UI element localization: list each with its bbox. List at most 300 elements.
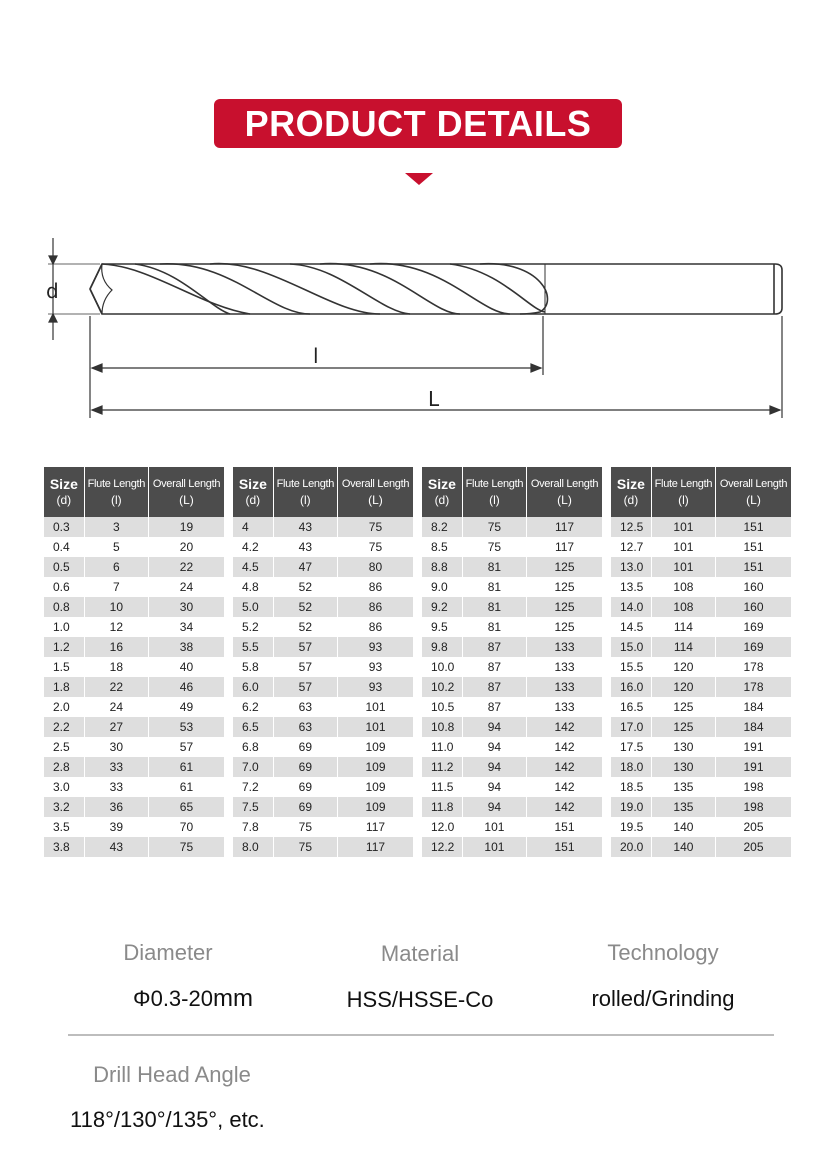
column-header: Overall Length (L) xyxy=(527,467,602,517)
table-cell: 69 xyxy=(273,737,337,757)
table-cell: 3.5 xyxy=(44,817,84,837)
table-cell: 0.3 xyxy=(44,517,84,537)
table-cell: 87 xyxy=(462,677,526,697)
table-cell: 15.5 xyxy=(611,657,651,677)
table-row xyxy=(611,677,791,697)
table-cell: 7.8 xyxy=(233,817,273,837)
table-cell: 17.5 xyxy=(611,737,651,757)
column-header: Size (d) xyxy=(44,467,84,517)
table-cell: 18.0 xyxy=(611,757,651,777)
table-cell: 125 xyxy=(527,597,602,617)
table-cell: 12.5 xyxy=(611,517,651,537)
table-cell: 11.0 xyxy=(422,737,462,757)
table-cell: 4.2 xyxy=(233,537,273,557)
table-cell: 14.5 xyxy=(611,617,651,637)
table-cell: 142 xyxy=(527,777,602,797)
table-row xyxy=(611,817,791,837)
table-cell: 16.5 xyxy=(611,697,651,717)
table-cell: 101 xyxy=(651,537,715,557)
table-cell: 52 xyxy=(273,597,337,617)
table-cell: 7.5 xyxy=(233,797,273,817)
table-cell: 9.0 xyxy=(422,577,462,597)
table-cell: 120 xyxy=(651,657,715,677)
table-cell: 191 xyxy=(716,757,791,777)
table-cell: 101 xyxy=(462,837,526,857)
table-cell: 18.5 xyxy=(611,777,651,797)
table-cell: 151 xyxy=(527,817,602,837)
table-cell: 75 xyxy=(337,517,413,537)
column-header: Size (d) xyxy=(611,467,651,517)
table-cell: 19.5 xyxy=(611,817,651,837)
table-row xyxy=(422,817,602,837)
table-cell: 3 xyxy=(84,517,148,537)
table-cell: 133 xyxy=(527,657,602,677)
table-cell: 10.5 xyxy=(422,697,462,717)
table-cell: 2.8 xyxy=(44,757,84,777)
table-row xyxy=(44,777,224,797)
table-cell: 6.8 xyxy=(233,737,273,757)
dim-label-L: L xyxy=(428,387,440,411)
material-value: HSS/HSSE-Co xyxy=(346,987,494,1012)
table-row xyxy=(422,797,602,817)
table-cell: 5.5 xyxy=(233,637,273,657)
table-row xyxy=(233,697,413,717)
table-cell: 40 xyxy=(148,657,224,677)
column-header: Flute Length (l) xyxy=(84,467,148,517)
table-cell: 34 xyxy=(148,617,224,637)
table-cell: 0.4 xyxy=(44,537,84,557)
divider xyxy=(68,1034,774,1036)
column-header: Overall Length (L) xyxy=(337,467,413,517)
table-cell: 5.2 xyxy=(233,617,273,637)
table-cell: 1.2 xyxy=(44,637,84,657)
table-cell: 13.5 xyxy=(611,577,651,597)
table-row xyxy=(44,757,224,777)
size-table-3 xyxy=(422,467,602,857)
table-cell: 4.5 xyxy=(233,557,273,577)
table-cell: 10 xyxy=(84,597,148,617)
column-header: Flute Length (l) xyxy=(462,467,526,517)
table-cell: 8.8 xyxy=(422,557,462,577)
table-row xyxy=(611,837,791,857)
table-cell: 87 xyxy=(462,657,526,677)
table-row xyxy=(233,617,413,637)
table-cell: 61 xyxy=(148,757,224,777)
table-cell: 10.2 xyxy=(422,677,462,697)
table-cell: 75 xyxy=(273,837,337,857)
table-row xyxy=(233,817,413,837)
column-header: Flute Length (l) xyxy=(273,467,337,517)
table-cell: 9.8 xyxy=(422,637,462,657)
dim-label-d: d xyxy=(46,279,59,303)
table-cell: 30 xyxy=(84,737,148,757)
table-cell: 8.2 xyxy=(422,517,462,537)
technology-label: Technology xyxy=(607,940,719,965)
table-cell: 109 xyxy=(337,757,413,777)
table-cell: 169 xyxy=(716,637,791,657)
table-cell: 16.0 xyxy=(611,677,651,697)
size-table-4 xyxy=(611,467,791,857)
table-row xyxy=(422,597,602,617)
column-header: Overall Length (L) xyxy=(148,467,224,517)
table-cell: 43 xyxy=(273,537,337,557)
table-cell: 108 xyxy=(651,577,715,597)
table-cell: 101 xyxy=(651,517,715,537)
table-cell: 6 xyxy=(84,557,148,577)
table-cell: 4 xyxy=(233,517,273,537)
technology-value: rolled/Grinding xyxy=(591,986,735,1011)
table-cell: 151 xyxy=(527,837,602,857)
table-cell: 3.8 xyxy=(44,837,84,857)
table-cell: 142 xyxy=(527,797,602,817)
table-cell: 57 xyxy=(273,637,337,657)
table-cell: 117 xyxy=(527,537,602,557)
table-cell: 101 xyxy=(462,817,526,837)
table-cell: 3.2 xyxy=(44,797,84,817)
table-row xyxy=(422,737,602,757)
table-row xyxy=(611,717,791,737)
table-cell: 93 xyxy=(337,637,413,657)
table-row xyxy=(422,697,602,717)
table-cell: 93 xyxy=(337,677,413,697)
table-cell: 75 xyxy=(462,517,526,537)
table-row xyxy=(422,617,602,637)
table-cell: 184 xyxy=(716,717,791,737)
table-row xyxy=(611,657,791,677)
table-cell: 57 xyxy=(273,657,337,677)
product-details-banner xyxy=(214,99,622,148)
page-title: PRODUCT DETAILS xyxy=(244,102,592,144)
table-cell: 36 xyxy=(84,797,148,817)
table-cell: 69 xyxy=(273,777,337,797)
table-cell: 142 xyxy=(527,717,602,737)
table-cell: 2.5 xyxy=(44,737,84,757)
table-cell: 117 xyxy=(337,837,413,857)
table-cell: 52 xyxy=(273,617,337,637)
table-cell: 198 xyxy=(716,797,791,817)
table-cell: 75 xyxy=(462,537,526,557)
material-label: Material xyxy=(380,941,460,966)
down-arrow-icon xyxy=(405,173,433,185)
table-cell: 75 xyxy=(273,817,337,837)
table-cell: 130 xyxy=(651,737,715,757)
table-cell: 33 xyxy=(84,757,148,777)
diameter-label: Diameter xyxy=(123,940,213,965)
table-cell: 120 xyxy=(651,677,715,697)
column-header: Flute Length (l) xyxy=(651,467,715,517)
table-cell: 86 xyxy=(337,597,413,617)
table-cell: 9.2 xyxy=(422,597,462,617)
table-row xyxy=(422,537,602,557)
table-row xyxy=(44,837,224,857)
table-cell: 12.0 xyxy=(422,817,462,837)
table-cell: 8.5 xyxy=(422,537,462,557)
table-cell: 47 xyxy=(273,557,337,577)
table-cell: 178 xyxy=(716,677,791,697)
table-cell: 191 xyxy=(716,737,791,757)
table-row xyxy=(611,597,791,617)
table-cell: 61 xyxy=(148,777,224,797)
table-row xyxy=(44,657,224,677)
table-cell: 169 xyxy=(716,617,791,637)
table-cell: 178 xyxy=(716,657,791,677)
table-cell: 39 xyxy=(84,817,148,837)
table-cell: 69 xyxy=(273,757,337,777)
table-cell: 7 xyxy=(84,577,148,597)
table-cell: 205 xyxy=(716,817,791,837)
table-cell: 22 xyxy=(148,557,224,577)
table-row xyxy=(422,677,602,697)
table-cell: 109 xyxy=(337,737,413,757)
table-cell: 7.0 xyxy=(233,757,273,777)
drill-diagram xyxy=(40,230,800,425)
table-cell: 2.2 xyxy=(44,717,84,737)
table-row xyxy=(233,837,413,857)
table-cell: 6.0 xyxy=(233,677,273,697)
table-cell: 0.8 xyxy=(44,597,84,617)
table-cell: 101 xyxy=(337,697,413,717)
table-row xyxy=(233,517,413,537)
table-cell: 7.2 xyxy=(233,777,273,797)
table-row xyxy=(44,517,224,537)
table-cell: 6.2 xyxy=(233,697,273,717)
table-row xyxy=(611,577,791,597)
table-row xyxy=(233,717,413,737)
table-row xyxy=(611,537,791,557)
table-cell: 20.0 xyxy=(611,837,651,857)
dim-label-l: l xyxy=(313,344,319,368)
table-cell: 6.5 xyxy=(233,717,273,737)
table-cell: 19 xyxy=(148,517,224,537)
table-cell: 5 xyxy=(84,537,148,557)
table-cell: 81 xyxy=(462,557,526,577)
table-cell: 10.0 xyxy=(422,657,462,677)
table-cell: 81 xyxy=(462,617,526,637)
table-row xyxy=(44,697,224,717)
table-cell: 75 xyxy=(337,537,413,557)
table-row xyxy=(422,557,602,577)
table-cell: 114 xyxy=(651,637,715,657)
table-cell: 94 xyxy=(462,797,526,817)
table-cell: 8.0 xyxy=(233,837,273,857)
table-cell: 142 xyxy=(527,757,602,777)
table-cell: 24 xyxy=(148,577,224,597)
size-table-1 xyxy=(44,467,224,857)
table-cell: 19.0 xyxy=(611,797,651,817)
table-cell: 140 xyxy=(651,817,715,837)
table-cell: 75 xyxy=(148,837,224,857)
table-row xyxy=(611,697,791,717)
table-cell: 12 xyxy=(84,617,148,637)
table-cell: 2.0 xyxy=(44,697,84,717)
table-cell: 125 xyxy=(527,577,602,597)
table-cell: 135 xyxy=(651,777,715,797)
table-cell: 13.0 xyxy=(611,557,651,577)
table-row xyxy=(44,797,224,817)
table-row xyxy=(611,517,791,537)
table-row xyxy=(233,657,413,677)
column-header: Overall Length (L) xyxy=(716,467,791,517)
table-cell: 53 xyxy=(148,717,224,737)
table-row xyxy=(422,837,602,857)
table-cell: 14.0 xyxy=(611,597,651,617)
table-cell: 69 xyxy=(273,797,337,817)
table-row xyxy=(611,777,791,797)
table-cell: 1.0 xyxy=(44,617,84,637)
table-cell: 205 xyxy=(716,837,791,857)
table-cell: 30 xyxy=(148,597,224,617)
table-cell: 70 xyxy=(148,817,224,837)
table-cell: 63 xyxy=(273,717,337,737)
table-row xyxy=(233,677,413,697)
table-cell: 130 xyxy=(651,757,715,777)
table-row xyxy=(233,777,413,797)
table-cell: 11.5 xyxy=(422,777,462,797)
table-row xyxy=(422,757,602,777)
table-cell: 133 xyxy=(527,697,602,717)
table-row xyxy=(233,797,413,817)
table-cell: 27 xyxy=(84,717,148,737)
table-cell: 125 xyxy=(651,697,715,717)
table-row xyxy=(422,577,602,597)
table-cell: 94 xyxy=(462,757,526,777)
table-cell: 142 xyxy=(527,737,602,757)
table-cell: 33 xyxy=(84,777,148,797)
table-cell: 81 xyxy=(462,577,526,597)
table-cell: 151 xyxy=(716,517,791,537)
column-header: Size (d) xyxy=(233,467,273,517)
table-cell: 140 xyxy=(651,837,715,857)
table-row xyxy=(44,597,224,617)
table-cell: 5.8 xyxy=(233,657,273,677)
table-row xyxy=(611,757,791,777)
table-row xyxy=(233,637,413,657)
table-row xyxy=(44,717,224,737)
table-cell: 9.5 xyxy=(422,617,462,637)
table-row xyxy=(233,577,413,597)
table-row xyxy=(233,557,413,577)
table-cell: 18 xyxy=(84,657,148,677)
table-cell: 94 xyxy=(462,717,526,737)
table-cell: 160 xyxy=(716,577,791,597)
table-row xyxy=(44,617,224,637)
table-cell: 10.8 xyxy=(422,717,462,737)
table-row xyxy=(44,637,224,657)
table-cell: 117 xyxy=(337,817,413,837)
table-row xyxy=(611,637,791,657)
table-cell: 160 xyxy=(716,597,791,617)
table-cell: 86 xyxy=(337,577,413,597)
table-cell: 133 xyxy=(527,677,602,697)
table-cell: 117 xyxy=(527,517,602,537)
table-row xyxy=(611,557,791,577)
table-cell: 12.2 xyxy=(422,837,462,857)
table-cell: 5.0 xyxy=(233,597,273,617)
table-cell: 101 xyxy=(337,717,413,737)
table-cell: 87 xyxy=(462,697,526,717)
table-row xyxy=(44,737,224,757)
table-cell: 198 xyxy=(716,777,791,797)
table-cell: 63 xyxy=(273,697,337,717)
table-row xyxy=(233,737,413,757)
table-cell: 17.0 xyxy=(611,717,651,737)
table-cell: 87 xyxy=(462,637,526,657)
table-cell: 80 xyxy=(337,557,413,577)
table-cell: 49 xyxy=(148,697,224,717)
table-row xyxy=(44,817,224,837)
table-cell: 57 xyxy=(148,737,224,757)
table-cell: 22 xyxy=(84,677,148,697)
table-cell: 114 xyxy=(651,617,715,637)
table-cell: 109 xyxy=(337,777,413,797)
table-cell: 24 xyxy=(84,697,148,717)
table-cell: 65 xyxy=(148,797,224,817)
table-cell: 11.8 xyxy=(422,797,462,817)
table-row xyxy=(422,657,602,677)
table-cell: 1.5 xyxy=(44,657,84,677)
table-cell: 16 xyxy=(84,637,148,657)
table-cell: 4.8 xyxy=(233,577,273,597)
table-row xyxy=(233,537,413,557)
table-cell: 11.2 xyxy=(422,757,462,777)
table-row xyxy=(422,637,602,657)
table-cell: 93 xyxy=(337,657,413,677)
table-row xyxy=(422,717,602,737)
table-cell: 52 xyxy=(273,577,337,597)
table-cell: 151 xyxy=(716,537,791,557)
table-cell: 81 xyxy=(462,597,526,617)
table-cell: 101 xyxy=(651,557,715,577)
table-cell: 86 xyxy=(337,617,413,637)
drill-head-angle-label: Drill Head Angle xyxy=(93,1062,251,1087)
table-cell: 43 xyxy=(84,837,148,857)
table-cell: 20 xyxy=(148,537,224,557)
table-cell: 184 xyxy=(716,697,791,717)
table-row xyxy=(233,597,413,617)
table-cell: 1.8 xyxy=(44,677,84,697)
table-row xyxy=(611,737,791,757)
size-table-2 xyxy=(233,467,413,857)
table-cell: 0.6 xyxy=(44,577,84,597)
table-cell: 0.5 xyxy=(44,557,84,577)
table-row xyxy=(44,557,224,577)
column-header: Size (d) xyxy=(422,467,462,517)
table-row xyxy=(422,777,602,797)
table-cell: 125 xyxy=(527,557,602,577)
table-cell: 94 xyxy=(462,737,526,757)
table-cell: 46 xyxy=(148,677,224,697)
table-cell: 125 xyxy=(651,717,715,737)
diameter-value: Φ0.3-20mm xyxy=(133,985,253,1012)
table-row xyxy=(611,617,791,637)
table-cell: 94 xyxy=(462,777,526,797)
table-row xyxy=(611,797,791,817)
table-cell: 151 xyxy=(716,557,791,577)
table-row xyxy=(233,757,413,777)
table-cell: 135 xyxy=(651,797,715,817)
table-row xyxy=(44,577,224,597)
table-cell: 15.0 xyxy=(611,637,651,657)
table-cell: 125 xyxy=(527,617,602,637)
table-cell: 43 xyxy=(273,517,337,537)
table-cell: 57 xyxy=(273,677,337,697)
table-cell: 133 xyxy=(527,637,602,657)
table-row xyxy=(44,537,224,557)
table-cell: 12.7 xyxy=(611,537,651,557)
table-row xyxy=(44,677,224,697)
table-cell: 38 xyxy=(148,637,224,657)
table-row xyxy=(422,517,602,537)
